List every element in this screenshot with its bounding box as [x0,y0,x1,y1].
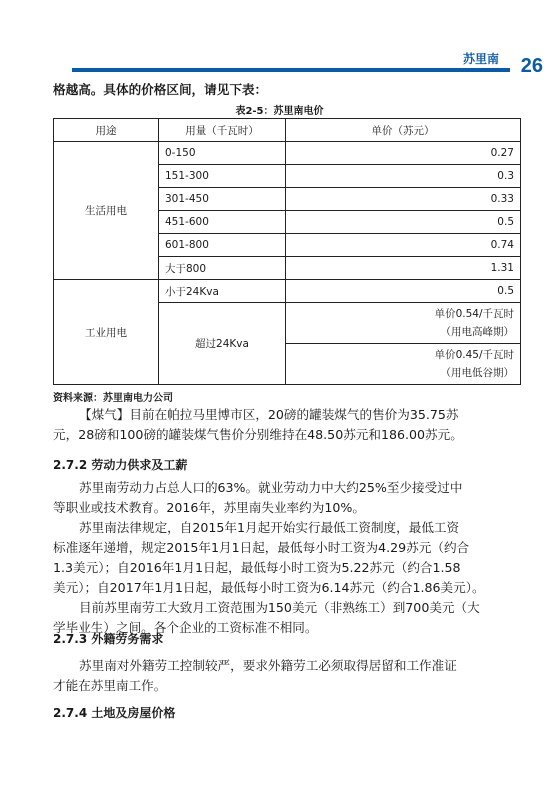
labor-p2-line1: 苏里南法律规定，自2015年1月起开始实行最低工资制度，最低工资 [79,520,460,535]
usage-cell: 大于800 [159,257,286,280]
peak-price: 单价0.54/千瓦时 [434,308,514,320]
offpeak-price: 单价0.45/千瓦时 [434,349,514,361]
header-rule [72,68,510,72]
residential-label: 生活用电 [54,142,159,280]
offpeak-note: （用电低谷期） [440,367,514,379]
price-cell [286,344,521,385]
usage-cell: 0-150 [159,142,286,165]
table-caption: 表2-5：苏里南电价 [235,106,324,117]
col-header-usage: 用量（千瓦时） [159,119,286,142]
usage-cell: 301-450 [159,188,286,211]
price-cell: 0.3 [286,165,521,188]
usage-cell: 601-800 [159,234,286,257]
gas-paragraph-line1: 【煤气】目前在帕拉马里博市区，20磅的罐装煤气的售价为35.75苏 [79,407,459,422]
labor-p2-line3: 1.3美元）；自2016年1月1日起，最低每小时工资为5.22苏元（约合1.58 [53,560,461,575]
gas-paragraph-line2: 元，28磅和100磅的罐装煤气售价分别维持在48.50苏元和186.00苏元。 [53,427,463,442]
usage-cell: 超过24Kva [159,303,286,385]
price-cell [286,303,521,344]
col-header-price: 单价（苏元） [286,119,521,142]
header-band [72,0,559,86]
section-2-7-3-heading: 2.7.3 外籍劳务需求 [53,632,164,646]
table-row [54,280,521,303]
page-number: 26 [520,55,543,77]
table-header-row [54,119,521,142]
section-2-7-4-heading: 2.7.4 土地及房屋价格 [53,706,176,720]
usage-cell: 451-600 [159,211,286,234]
usage-cell: 151-300 [159,165,286,188]
price-cell: 0.5 [286,280,521,303]
price-cell: 0.33 [286,188,521,211]
electricity-price-table [53,118,521,385]
header-title: 苏里南 [462,52,499,66]
section-2-7-2-heading: 2.7.2 劳动力供求及工薪 [53,458,188,472]
usage-cell: 小于24Kva [159,280,286,303]
col-header-use: 用途 [54,119,159,142]
labor-p3-line1: 目前苏里南劳工大致月工资范围为150美元（非熟练工）到700美元（大 [79,600,480,615]
labor-p3-line2: 学毕业生）之间。各个企业的工资标准不相同。 [53,620,318,635]
price-cell: 0.27 [286,142,521,165]
price-cell: 0.74 [286,234,521,257]
labor-p2-line4: 美元）；自2017年1月1日起，最低每小时工资为6.14苏元（约合1.86美元）。 [53,580,485,595]
peak-note: （用电高峰期） [440,326,514,338]
labor-p2-line2: 标准逐年递增，规定2015年1月1日起，最低每小时工资为4.29苏元（约合 [53,540,470,555]
industrial-label: 工业用电 [54,280,159,385]
table-row [54,142,521,165]
table-source: 资料来源：苏里南电力公司 [53,393,173,404]
price-cell: 0.5 [286,211,521,234]
foreign-labor-line1: 苏里南对外籍劳工控制较严，要求外籍劳工必须取得居留和工作准证 [79,658,457,673]
foreign-labor-line2: 才能在苏里南工作。 [53,678,167,693]
labor-p1-line1: 苏里南劳动力占总人口的63%。就业劳动力中大约25%至少接受过中 [79,480,463,495]
price-cell: 1.31 [286,257,521,280]
labor-p1-line2: 等职业或技术教育。2016年，苏里南失业率约为10%。 [53,500,365,515]
intro-text: 格越高。具体的价格区间，请见下表： [53,82,268,97]
